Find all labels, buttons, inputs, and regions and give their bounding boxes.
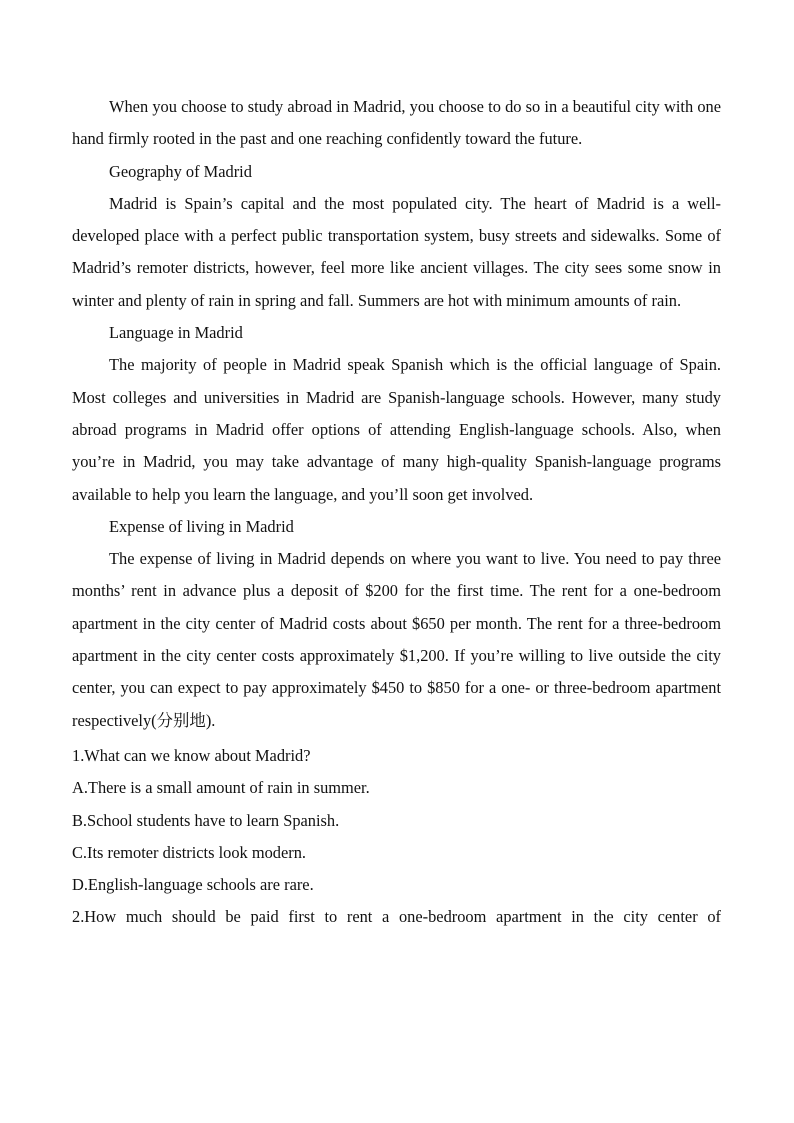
section-body-language: The majority of people in Madrid speak Spanish which is the official language of Spain. Most colleges and universities in Madrid are Spanish-language schools. However, many study abroad programs in Madrid offer options of attending English-language schools. Also, when you’re in Madrid, you may take advantage of many high-quality Spanish-language programs available to help you learn the language, and you’ll soon get involved. (72, 355, 721, 504)
section-heading-language: Language in Madrid (109, 323, 243, 343)
section-heading-geography: Geography of Madrid (109, 161, 252, 181)
question-1-stem: 1.What can we know about Madrid? (72, 745, 311, 765)
section-body-geography: Madrid is Spain’s capital and the most populated city. The heart of Madrid is a well-developed place with a perfect public transportation system, busy streets and sidewalks. Some of Madrid’s remoter districts, however, feel more like ancient villages. The city sees some snow in winter and plenty of rain in spring and fall. Summers are hot with minimum amounts of rain. (72, 193, 721, 310)
document-page (72, 91, 721, 934)
section-heading-expense: Expense of living in Madrid (109, 516, 294, 536)
question-1-option-a: A.There is a small amount of rain in summer. (72, 778, 370, 798)
section-body-expense: The expense of living in Madrid depends on where you want to live. You need to pay three months’ rent in advance plus a deposit of $200 for the first time. The rent for a one-bedroom apartment in the city center of Madrid costs about $650 per month. The rent for a three-bedroom apartment in the city center costs approximately $1,200. If you’re willing to live outside the city center, you can expect to pay approximately $450 to $850 for a one- or three-bedroom apartment respectively(分别地). (72, 549, 721, 730)
question-2-stem: 2.How much should be paid first to rent a one-bedroom apartment in the city center of (72, 907, 721, 927)
question-1-option-c: C.Its remoter districts look modern. (72, 842, 306, 862)
question-1-option-d: D.English-language schools are rare. (72, 875, 314, 895)
intro-paragraph: When you choose to study abroad in Madrid, you choose to do so in a beautiful city with one hand firmly rooted in the past and one reaching confidently toward the future. (72, 97, 721, 149)
question-1-option-b: B.School students have to learn Spanish. (72, 810, 340, 830)
